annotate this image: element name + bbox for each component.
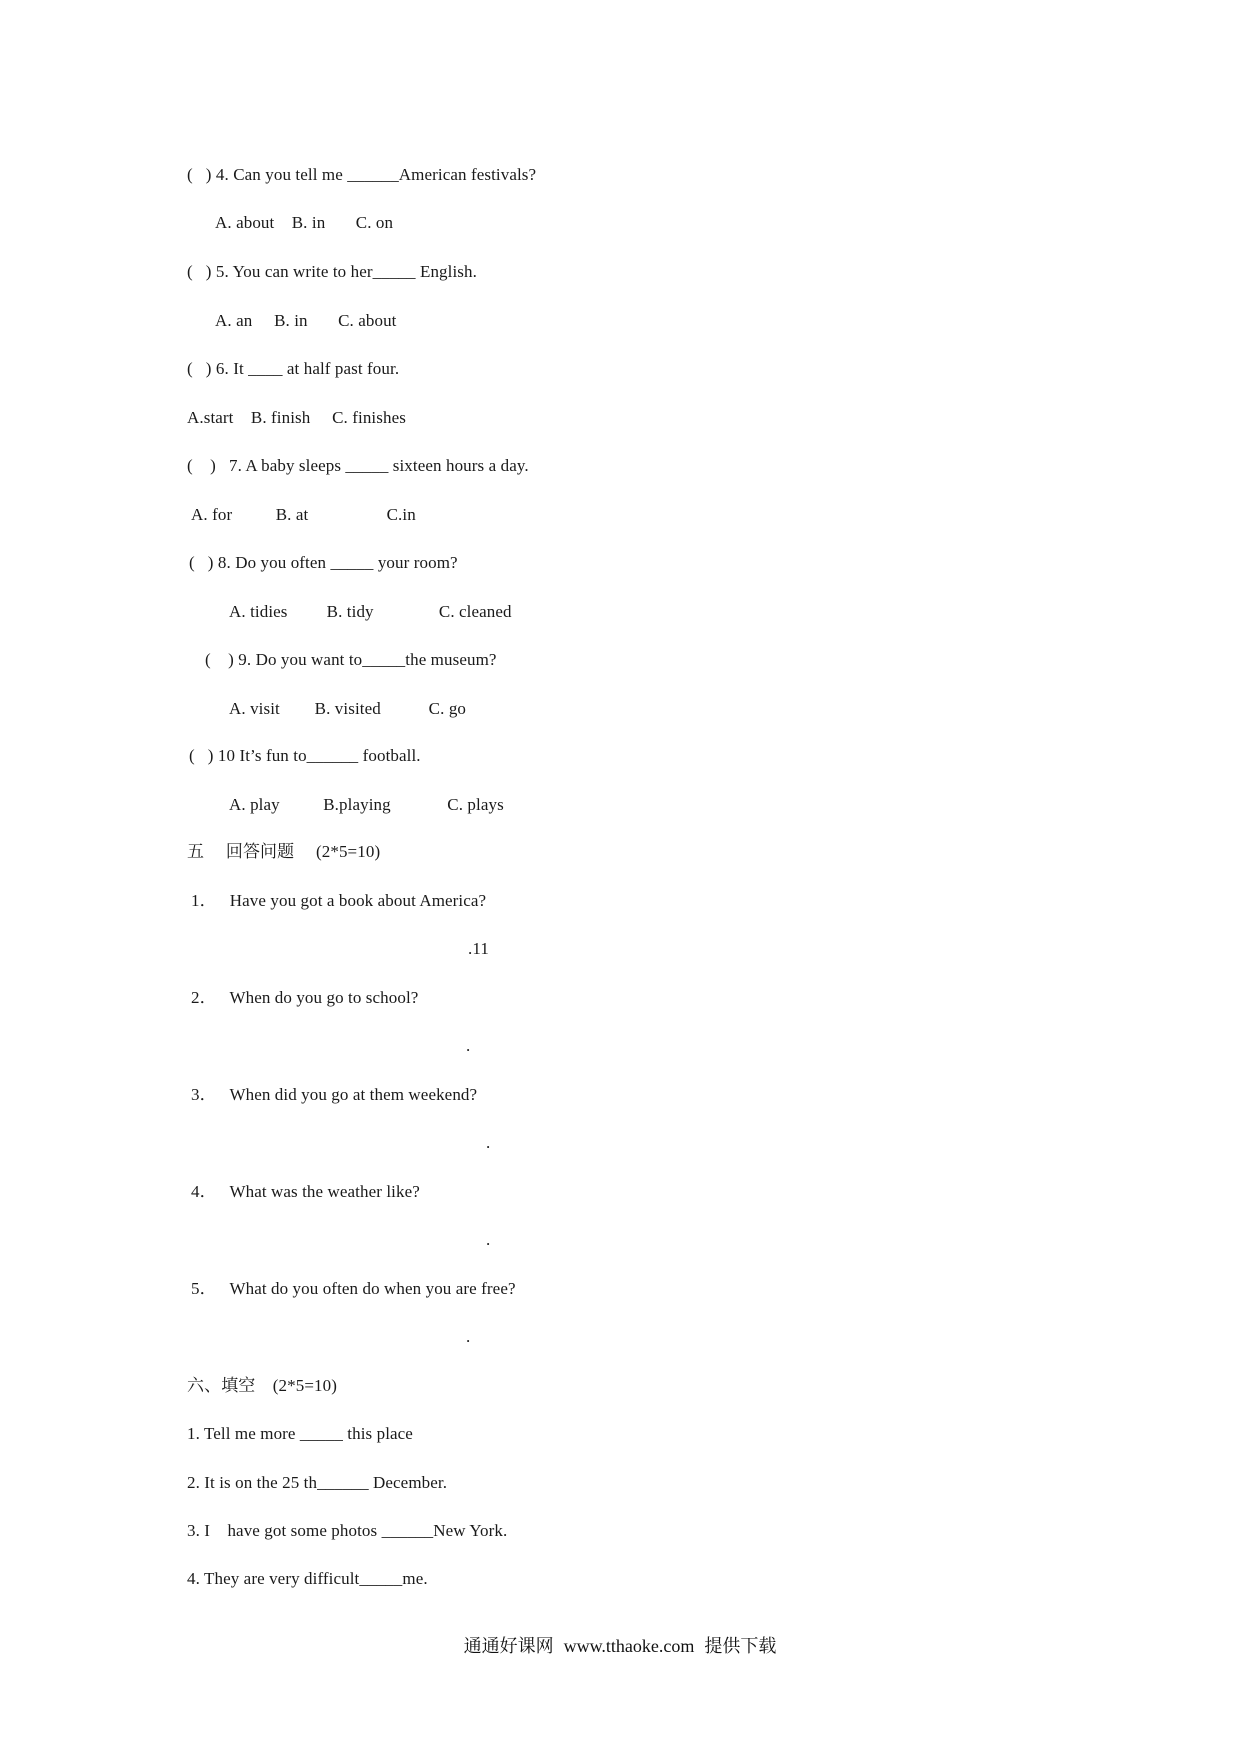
answer-question-2: 2． When do you go to school? [191,988,419,1007]
answer-question-1: 1． Have you got a book about America? [191,891,487,910]
options-10: A. play B.playing C. plays [229,795,504,814]
fill-blank-4: 4. They are very difficult_____me. [187,1569,428,1588]
answer-line-2: . [466,1036,471,1055]
options-6: A.start B. finish C. finishes [187,408,406,427]
question-4: ( ) 4. Can you tell me ______American festivals? [187,165,537,184]
options-5: A. an B. in C. about [215,311,397,330]
footer-url[interactable]: www.tthaoke.com [563,1636,695,1656]
section-5-heading: 五 回答问题 (2*5=10) [187,842,381,861]
fill-blank-1: 1. Tell me more _____ this place [187,1424,413,1443]
options-9: A. visit B. visited C. go [229,699,467,718]
options-7: A. for B. at C.in [191,505,416,524]
answer-question-4: 4． What was the weather like? [191,1182,420,1201]
answer-question-5: 5． What do you often do when you are free? [191,1279,516,1298]
question-5: ( ) 5. You can write to her_____ English. [187,262,477,281]
question-8: ( ) 8. Do you often _____ your room? [189,553,458,572]
question-9: ( ) 9. Do you want to_____the museum? [205,650,497,669]
footer-suffix: 提供下载 [704,1636,777,1657]
answer-line-4: . [486,1230,491,1249]
answer-line-3: . [486,1133,491,1152]
answer-line-1: .11 [468,939,489,958]
footer [0,1635,1240,1658]
question-6: ( ) 6. It ____ at half past four. [187,359,400,378]
footer-site-name: 通通好课网 [463,1636,554,1657]
section-6-heading: 六、填空 (2*5=10) [187,1376,338,1395]
answer-question-3: 3． When did you go at them weekend? [191,1085,478,1104]
question-7: ( ) 7. A baby sleeps _____ sixteen hours a day. [187,456,529,475]
question-10: ( ) 10 It’s fun to______ football. [189,746,421,765]
fill-blank-2: 2. It is on the 25 th______ December. [187,1473,448,1492]
fill-blank-3: 3. I have got some photos ______New York. [187,1521,508,1540]
options-8: A. tidies B. tidy C. cleaned [229,602,512,621]
options-4: A. about B. in C. on [215,213,394,232]
answer-line-5: . [466,1327,471,1346]
